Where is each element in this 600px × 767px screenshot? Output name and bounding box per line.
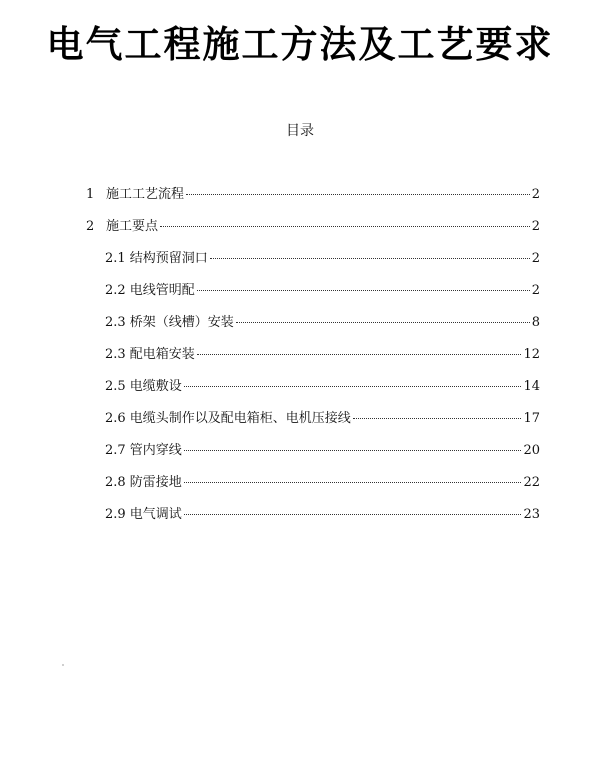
toc-entry-page: 2 xyxy=(531,283,540,298)
toc-entry[interactable] xyxy=(105,472,540,494)
toc-leader-dots xyxy=(160,225,530,227)
toc-leader-dots xyxy=(184,513,522,515)
toc-entry[interactable] xyxy=(105,312,540,334)
toc-leader-dots xyxy=(197,289,530,291)
toc-entry-page: 2 xyxy=(531,187,540,202)
toc-entry-label: 2.3 桥架（线槽）安装 xyxy=(105,315,234,330)
toc-entry[interactable] xyxy=(105,376,540,398)
toc-leader-dots xyxy=(184,481,522,483)
toc-entry-page: 20 xyxy=(523,443,540,458)
toc-entry-label: 2.1 结构预留洞口 xyxy=(105,251,208,266)
toc-entry[interactable] xyxy=(105,440,540,462)
toc-leader-dots xyxy=(210,257,530,259)
toc-entry-label: 2.7 管内穿线 xyxy=(105,443,182,458)
toc-leader-dots xyxy=(186,193,530,195)
toc-entry-label: 2.9 电气调试 xyxy=(105,507,182,522)
toc-entry-label: 施工工艺流程 xyxy=(106,187,185,202)
toc-entry[interactable] xyxy=(86,184,540,206)
toc-entry[interactable] xyxy=(105,248,540,270)
toc-entry[interactable] xyxy=(105,408,540,430)
toc-entry[interactable] xyxy=(105,280,540,302)
toc-entry-page: 2 xyxy=(531,251,540,266)
toc-entry-label: 施工要点 xyxy=(106,219,159,234)
toc-entry[interactable] xyxy=(86,216,540,238)
toc-entry-page: 8 xyxy=(531,315,540,330)
toc-entry[interactable] xyxy=(105,344,540,366)
toc-entry-label: 2.3 配电箱安装 xyxy=(105,347,195,362)
toc-leader-dots xyxy=(184,449,522,451)
toc-heading: 目录 xyxy=(286,123,314,139)
toc-entry-label: 2.5 电缆敷设 xyxy=(105,379,182,394)
toc-entry-page: 22 xyxy=(523,475,540,490)
toc-entry[interactable] xyxy=(105,504,540,526)
scan-speck xyxy=(62,664,64,666)
toc-entry-page: 12 xyxy=(523,347,540,362)
toc-entry-page: 2 xyxy=(531,219,540,234)
toc-leader-dots xyxy=(353,417,522,419)
toc-leader-dots xyxy=(197,353,522,355)
toc-entry-label: 2.2 电线管明配 xyxy=(105,283,195,298)
toc-entry-label: 2.6 电缆头制作以及配电箱柜、电机压接线 xyxy=(105,411,351,426)
toc-entry-page: 23 xyxy=(523,507,540,522)
toc-entry-number: 2 xyxy=(86,219,95,234)
document-title: 电气工程施工方法及工艺要求 xyxy=(46,23,554,66)
toc-entry-number: 1 xyxy=(86,187,95,202)
toc-entry-label: 2.8 防雷接地 xyxy=(105,475,182,490)
toc-leader-dots xyxy=(184,385,522,387)
toc-entry-page: 14 xyxy=(523,379,540,394)
toc-leader-dots xyxy=(236,321,530,323)
toc-entry-page: 17 xyxy=(523,411,540,426)
